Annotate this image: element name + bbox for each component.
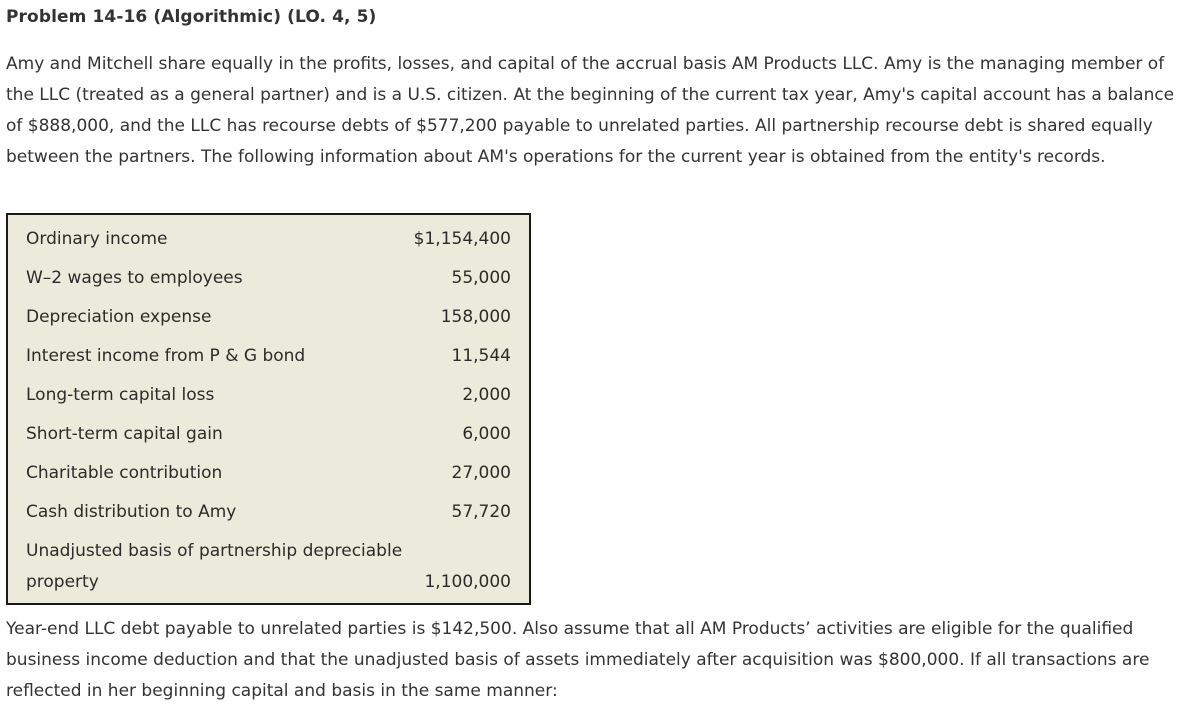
table-row [26, 224, 511, 255]
row-label: Short-term capital gain [26, 424, 223, 444]
operations-table [6, 213, 531, 605]
row-label: Interest income from P & G bond [26, 346, 306, 366]
row-label: Depreciation expense [26, 307, 212, 327]
row-label: Long-term capital loss [26, 385, 215, 405]
row-value: 6,000 [462, 424, 511, 444]
row-label: Charitable contribution [26, 463, 223, 483]
row-label: Ordinary income [26, 229, 168, 249]
row-label: Unadjusted basis of partnership depreciable property [26, 541, 403, 592]
row-value: 2,000 [462, 385, 511, 405]
table-row [26, 302, 511, 333]
table-row [26, 497, 511, 528]
row-value: 1,100,000 [424, 572, 511, 592]
table-row [26, 419, 511, 450]
table-row [26, 341, 511, 372]
row-value: 11,544 [451, 346, 511, 366]
table-row [26, 458, 511, 489]
row-value: 158,000 [440, 307, 511, 327]
row-value: 57,720 [451, 502, 511, 522]
table-row [26, 536, 511, 598]
row-value: 27,000 [451, 463, 511, 483]
problem-title: Problem 14-16 (Algorithmic) (LO. 4, 5) [6, 7, 377, 27]
intro-paragraph: Amy and Mitchell share equally in the profits, losses, and capital of the accrual basis AM Products LLC. Amy is the managing member of the LLC (treated as a general partner) and is a U.S. citizen. At the beginning of the current tax year, Amy's capital account has a balance of $888,000, and the LLC has recourse debts of $577,200 payable to unrelated parties. All partnership recourse debt is shared equally between the partners. The following information about AM's operations for the current year is obtained from the entity's records. [6, 54, 1175, 167]
row-value: $1,154,400 [413, 229, 511, 249]
table-row [26, 380, 511, 411]
row-label: Cash distribution to Amy [26, 502, 237, 522]
table-row [26, 263, 511, 294]
row-label: W–2 wages to employees [26, 268, 243, 288]
outro-paragraph: Year-end LLC debt payable to unrelated parties is $142,500. Also assume that all AM Products’ activities are eligible for the qualified business income deduction and that the unadjusted basis of assets immediately after acquisition was $800,000. If all transactions are reflected in her beginning capital and basis in the same manner: [6, 619, 1150, 701]
row-value: 55,000 [451, 268, 511, 288]
